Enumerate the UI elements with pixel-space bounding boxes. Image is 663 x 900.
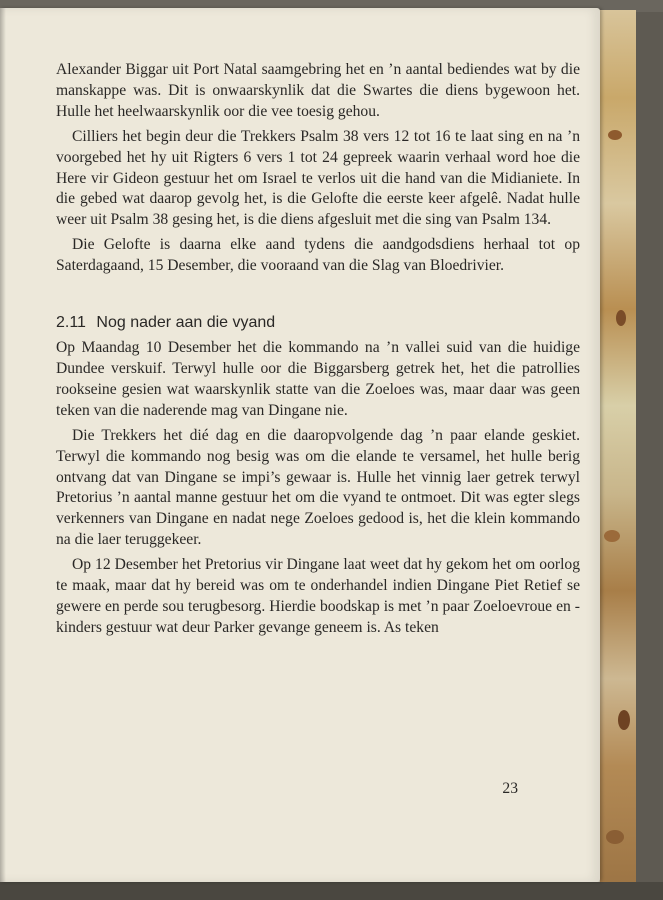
background-bottom [0, 882, 663, 900]
illustration-page-edge [596, 10, 636, 890]
section-heading [56, 313, 580, 333]
paragraph: Alexander Biggar uit Port Natal saamgebring het en ’n aantal bediendes wat by die manskappe was. Dit is onwaarskynlik dat die Swartes die diens bygewoon het. Hulle het heelwaarskynlik oor die vee toesig gehou. [56, 61, 580, 120]
section-title: Nog nader aan die vyand [96, 314, 276, 332]
paragraph: Op Maandag 10 Desember het die kommando na ’n vallei suid van die huidige Dundee verskuif. Terwyl hulle oor die Biggarsberg getrek het, het die patrollies rookseine gesien wat waarskynlik statte van die Zoeloes was, maar daar was geen teken van die naderende mag van Dingane nie. [56, 339, 580, 419]
paragraph: Die Trekkers het dié dag en die daaropvolgende dag ’n paar elande geskiet. Terwyl die kommando nog besig was om die elande te versamel, het hulle berig ontvang dat van Dingane se impi’s gewaar is. Hulle het vinnig laer getrek terwyl Pretorius ’n aantal manne gestuur het om die vyand te ontmoet. Dit was egter slegs verkenners van Dingane en nadat nege Zoeloes gedood is, het die klein kommando na die laer teruggekeer. [56, 426, 580, 549]
paragraph: Cilliers het begin deur die Trekkers Psalm 38 vers 12 tot 16 te laat sing en na ’n voorgebed het hy uit Rigters 6 vers 1 tot 24 gepreek waarin verhaal word hoe die Here vir Gideon gestuur het om Israel te verlos uit die hand van die Midianiete. In die gebed wat daarop gevolg het, is die Gelofte die eerste keer afgelê. Nadat hulle weer uit Psalm 38 gesing het, is die diens afgesluit met die sing van Psalm 134. [56, 127, 580, 229]
paragraph: Op 12 Desember het Pretorius vir Dingane laat weet dat hy gekom het om oorlog te maak, maar dat hy bereid was om te onderhandel indien Dingane Piet Retief se gewere en perde sou terugbesorg. Hierdie boodskap is met ’n paar Zoeloevroue en -kinders gestuur wat deur Parker gevange geneem is. As teken [56, 556, 580, 636]
section-number: 2.11 [56, 314, 86, 332]
page-text [56, 60, 580, 643]
paragraph: Die Gelofte is daarna elke aand tydens die aandgodsdiens herhaal tot op Saterdagaand, 15 Desember, die vooraand van die Slag van Bloedrivier. [56, 236, 580, 275]
page-gutter-shadow [0, 8, 6, 882]
page-number: 23 [502, 780, 518, 797]
